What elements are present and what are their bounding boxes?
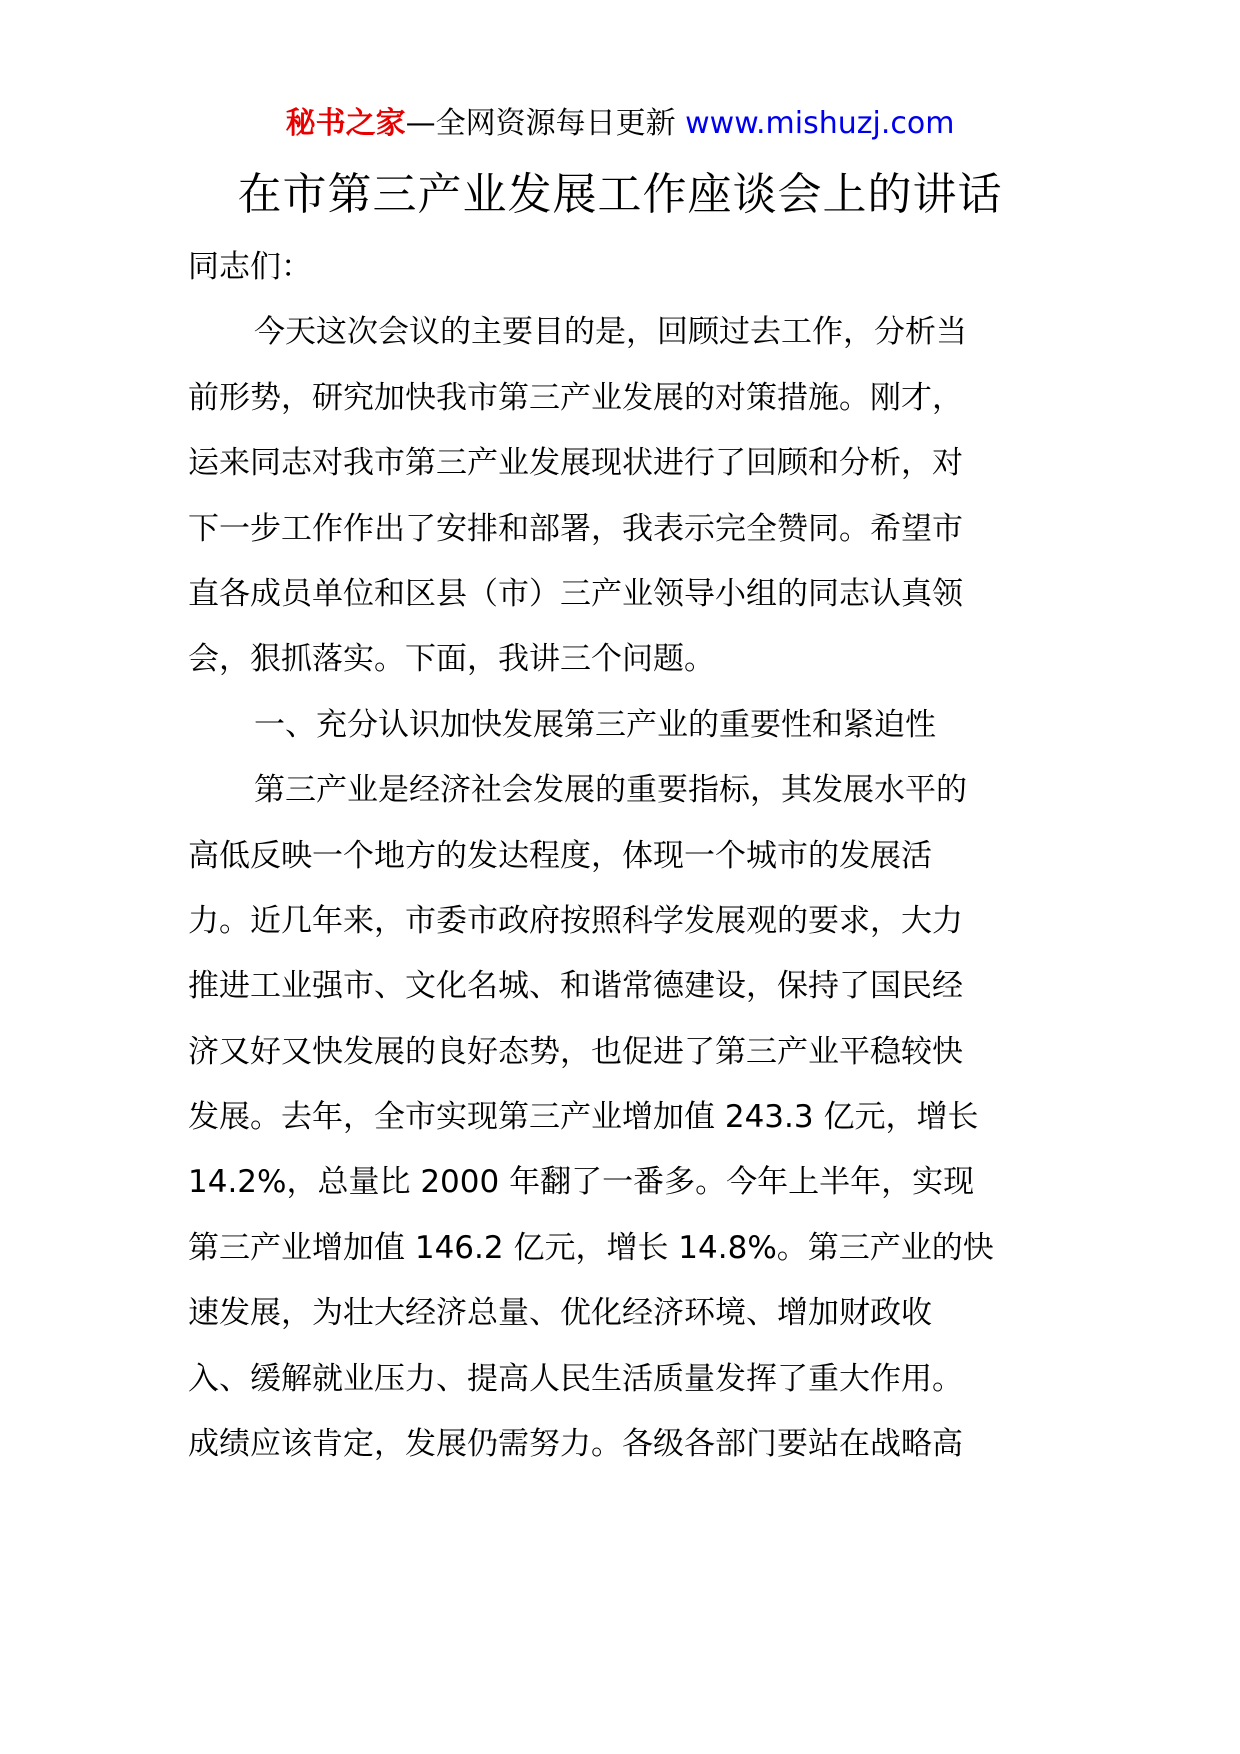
- paragraph-line: 发展。去年，全市实现第三产业增加值 243.3 亿元，增长: [188, 1099, 979, 1136]
- paragraph-line: 第三产业是经济社会发展的重要指标，其发展水平的: [254, 772, 967, 809]
- paragraph-line: 前形势，研究加快我市第三产业发展的对策措施。刚才，: [188, 379, 963, 416]
- salutation: 同志们：: [188, 249, 312, 285]
- paragraph-line: 推进工业强市、文化名城、和谐常德建设，保持了国民经: [188, 968, 963, 1005]
- paragraph-line: 速发展，为壮大经济总量、优化经济环境、增加财政收: [188, 1295, 932, 1332]
- site-header: [0, 100, 1240, 148]
- paragraph-line: 济又好又快发展的良好态势，也促进了第三产业平稳较快: [188, 1033, 963, 1070]
- paragraph-line: 会，狠抓落实。下面，我讲三个问题。: [188, 641, 715, 678]
- header-tagline: —全网资源每日更新: [405, 106, 676, 141]
- paragraph-line: 今天这次会议的主要目的是，回顾过去工作，分析当: [254, 314, 967, 351]
- site-url: www.mishuzj.com: [685, 106, 955, 141]
- paragraph-line: 运来同志对我市第三产业发展现状进行了回顾和分析，对: [188, 445, 963, 482]
- paragraph-line: 入、缓解就业压力、提高人民生活质量发挥了重大作用。: [188, 1360, 963, 1397]
- paragraph-line: 第三产业增加值 146.2 亿元，增长 14.8%。第三产业的快: [188, 1229, 994, 1266]
- document-title: 在市第三产业发展工作座谈会上的讲话: [237, 169, 1003, 220]
- paragraph-line: 14.2%，总量比 2000 年翻了一番多。今年上半年，实现: [188, 1164, 975, 1201]
- brand-name: 秘书之家: [285, 106, 406, 141]
- document-body: [188, 235, 1068, 1477]
- paragraph-line: 下一步工作作出了安排和部署，我表示完全赞同。希望市: [188, 510, 963, 547]
- paragraph-line: 成绩应该肯定，发展仍需努力。各级各部门要站在战略高: [188, 1426, 963, 1463]
- paragraph-line: 高低反映一个地方的发达程度，体现一个城市的发展活: [188, 837, 932, 874]
- paragraph-line: 直各成员单位和区县（市）三产业领导小组的同志认真领: [188, 575, 963, 612]
- section-heading: 一、充分认识加快发展第三产业的重要性和紧迫性: [254, 706, 936, 743]
- paragraph-line: 力。近几年来，市委市政府按照科学发展观的要求，大力: [188, 902, 963, 939]
